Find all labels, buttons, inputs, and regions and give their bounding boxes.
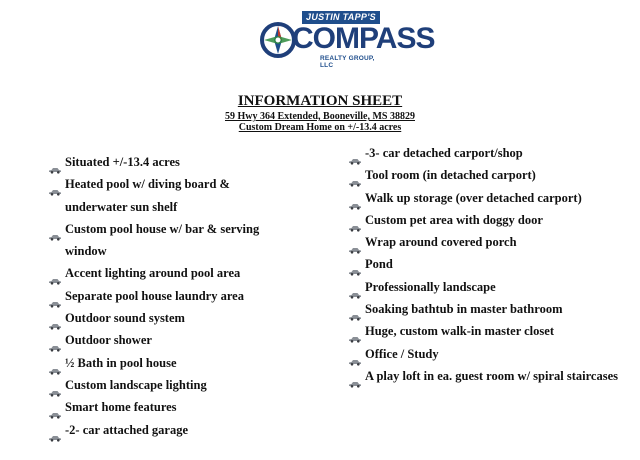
feature-text: Heated pool w/ diving board & underwater sun shelf xyxy=(65,177,230,214)
car-icon xyxy=(48,360,62,367)
feature-item xyxy=(48,173,288,218)
car-icon xyxy=(348,261,362,268)
feature-text: Wrap around covered porch xyxy=(365,235,517,250)
car-icon xyxy=(48,315,62,322)
car-icon xyxy=(48,404,62,411)
car-icon xyxy=(48,337,62,344)
feature-list-left xyxy=(48,151,288,441)
feature-text: Office / Study xyxy=(365,346,439,361)
feature-item xyxy=(48,374,288,396)
feature-text: Walk up storage (over detached carport) xyxy=(365,190,582,205)
feature-text: Outdoor shower xyxy=(65,333,152,348)
page-title: INFORMATION SHEET xyxy=(237,93,403,109)
car-icon xyxy=(48,181,62,188)
car-icon xyxy=(48,293,62,300)
feature-item xyxy=(48,285,288,307)
car-icon xyxy=(348,195,362,202)
car-icon xyxy=(348,239,362,246)
feature-text: A play loft in ea. guest room w/ spiral staircases xyxy=(365,368,619,383)
feature-item xyxy=(48,307,288,329)
feature-item xyxy=(48,419,288,441)
company-logo xyxy=(258,10,435,69)
car-icon xyxy=(48,270,62,277)
car-icon xyxy=(48,226,62,233)
car-icon xyxy=(48,159,62,166)
feature-text: Tool room (in detached carport) xyxy=(365,168,536,183)
feature-text: Soaking bathtub in master bathroom xyxy=(365,302,563,317)
feature-list-right xyxy=(348,142,618,387)
car-icon xyxy=(348,172,362,179)
feature-item xyxy=(348,187,618,209)
car-icon xyxy=(48,382,62,389)
feature-item xyxy=(48,218,288,263)
feature-text: Pond xyxy=(365,257,393,272)
property-description: Custom Dream Home on +/-13.4 acres xyxy=(238,122,402,133)
car-icon xyxy=(348,150,362,157)
car-icon xyxy=(348,284,362,291)
feature-item xyxy=(348,343,618,365)
feature-text: Huge, custom walk-in master closet xyxy=(365,324,554,339)
feature-item xyxy=(48,262,288,284)
feature-item xyxy=(48,329,288,351)
car-icon xyxy=(48,427,62,434)
car-icon xyxy=(348,328,362,335)
feature-text: Custom pool house w/ bar & serving window xyxy=(65,221,260,259)
feature-item xyxy=(348,164,618,186)
feature-item xyxy=(48,352,288,374)
feature-text: ½ Bath in pool house xyxy=(65,355,177,370)
feature-item xyxy=(348,231,618,253)
car-icon xyxy=(348,217,362,224)
car-icon xyxy=(348,373,362,380)
feature-text: -2- car attached garage xyxy=(65,422,188,437)
car-icon xyxy=(348,306,362,313)
feature-text: Outdoor sound system xyxy=(65,311,185,326)
logo-wordmark: COMPASS xyxy=(292,22,435,55)
feature-item xyxy=(348,276,618,298)
feature-text: Custom landscape lighting xyxy=(65,377,207,392)
feature-text: Separate pool house laundry area xyxy=(65,288,244,303)
feature-item xyxy=(48,151,288,173)
logo-subtext: REALTY GROUP, LLC xyxy=(320,55,375,69)
feature-item xyxy=(348,142,618,164)
feature-text: Professionally landscape xyxy=(365,279,496,294)
feature-text: Accent lighting around pool area xyxy=(65,266,241,281)
feature-item xyxy=(348,365,618,387)
feature-item xyxy=(348,298,618,320)
feature-text: -3- car detached carport/shop xyxy=(365,146,523,160)
logo-top-text: JUSTIN TAPP'S xyxy=(302,11,380,24)
feature-item xyxy=(348,320,618,342)
feature-item xyxy=(348,209,618,231)
feature-text: Smart home features xyxy=(65,400,177,415)
feature-text: Situated +/-13.4 acres xyxy=(65,155,180,169)
feature-item xyxy=(348,253,618,275)
feature-item xyxy=(48,396,288,418)
property-address: 59 Hwy 364 Extended, Booneville, MS 38829 xyxy=(224,111,415,122)
feature-text: Custom pet area with doggy door xyxy=(365,212,543,227)
car-icon xyxy=(348,351,362,358)
